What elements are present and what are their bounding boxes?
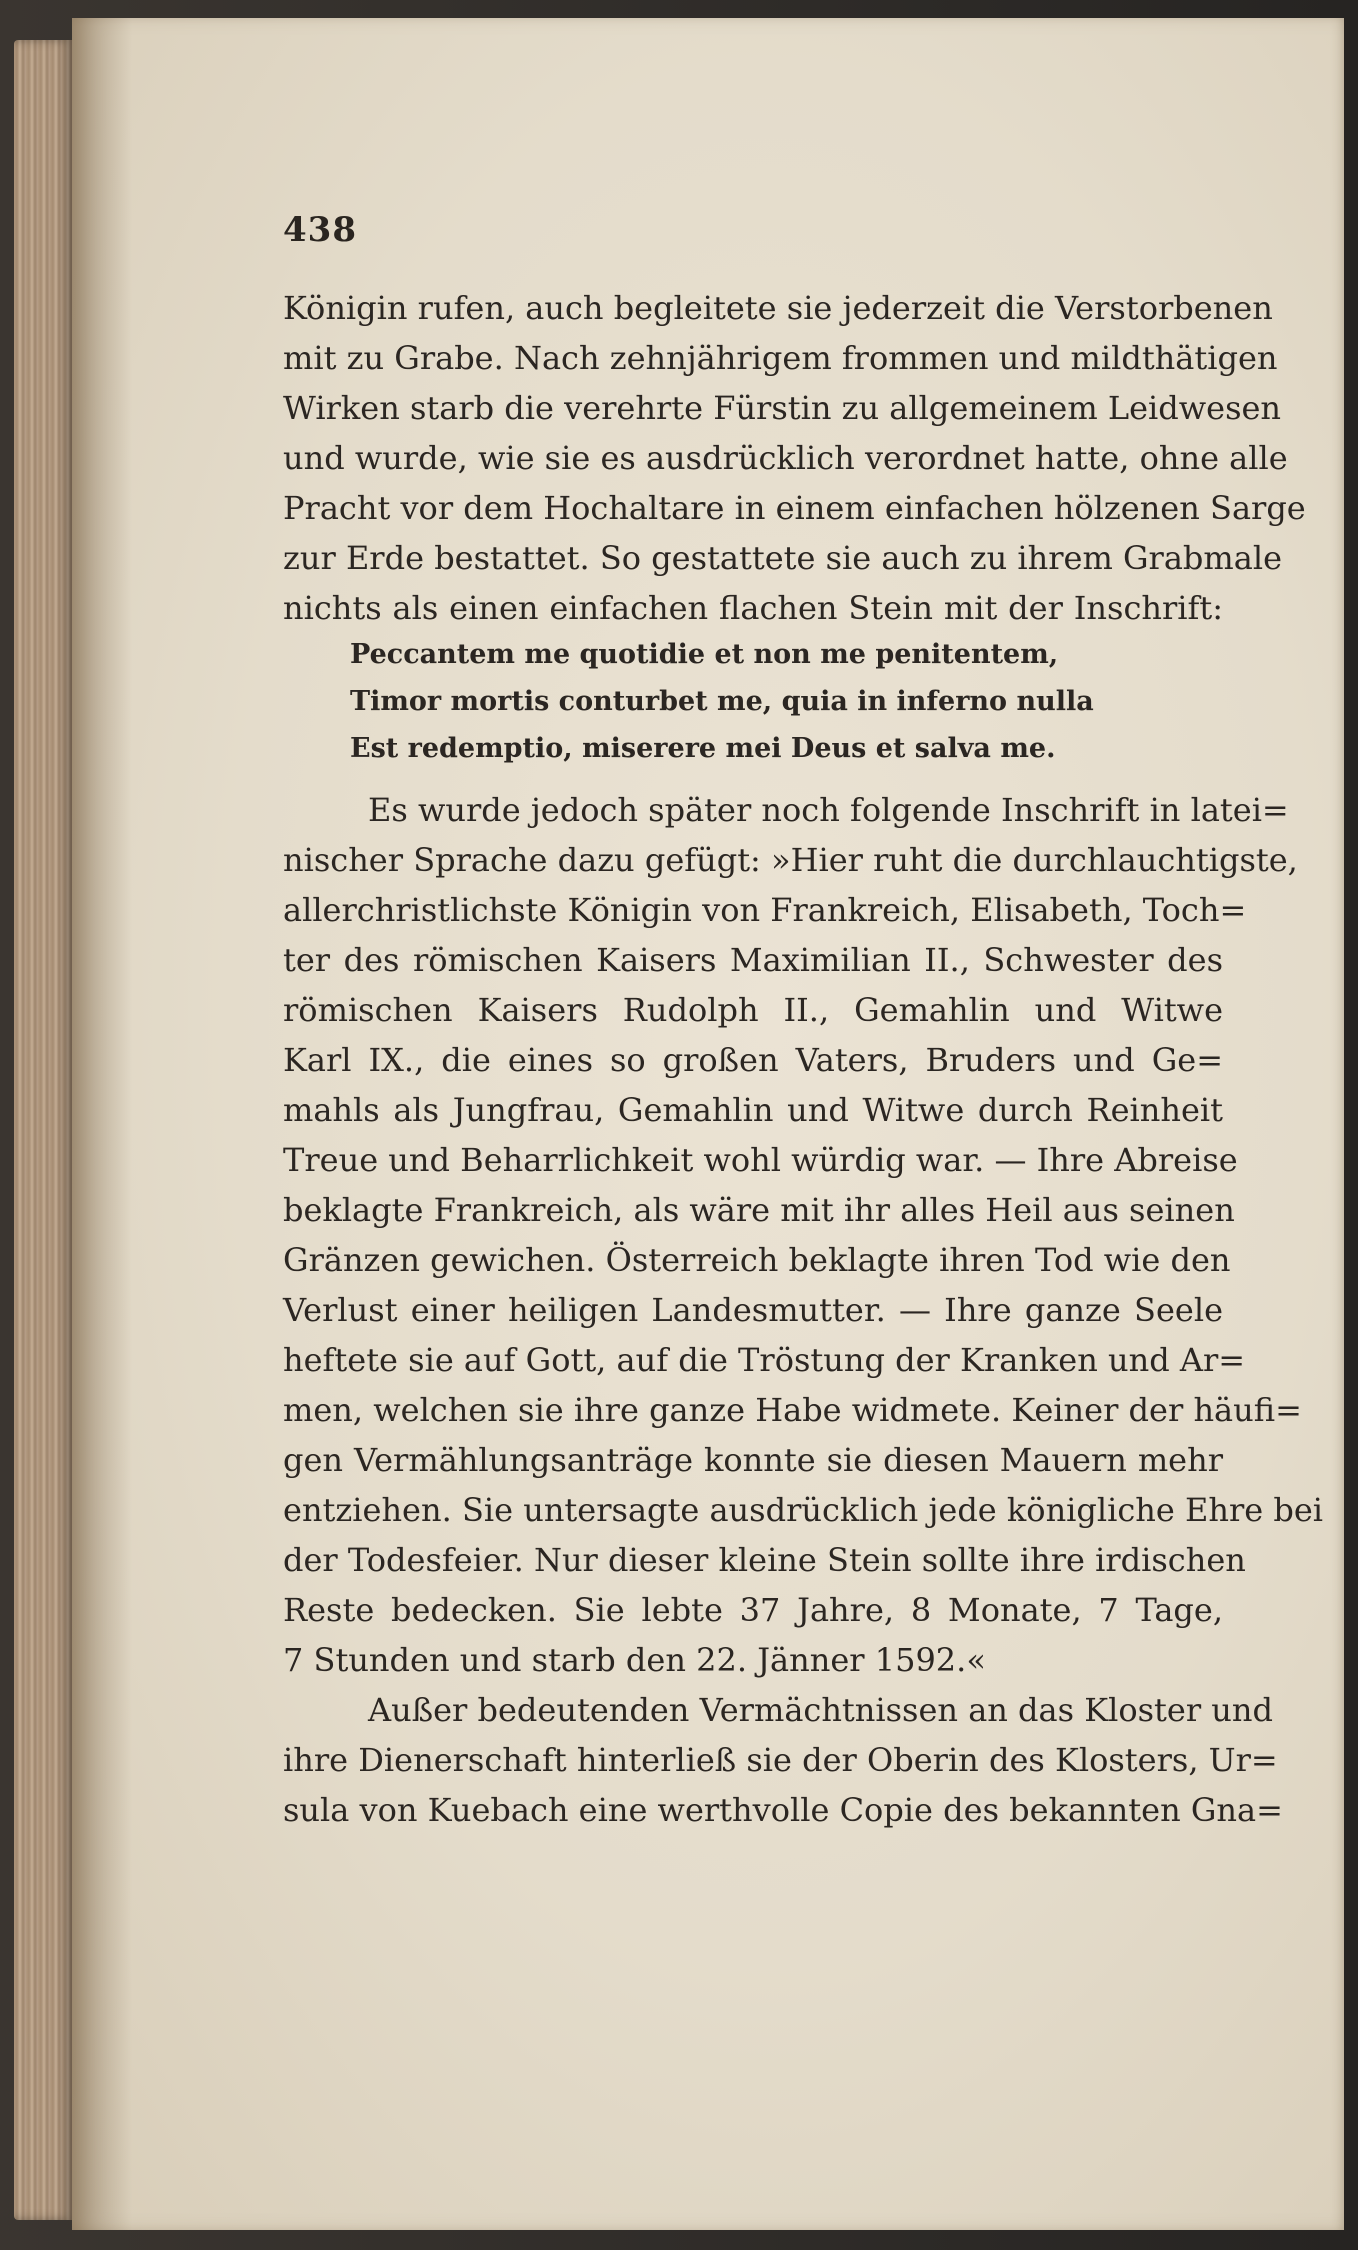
text-line: 7 Stunden und starb den 22. Jänner 1592.«: [283, 1641, 986, 1679]
text-line: Karl IX., die eines so großen Vaters, Bruders und Ge=: [283, 1041, 1223, 1079]
text-line: sula von Kuebach eine werthvolle Copie des bekannten Gna=: [283, 1791, 1283, 1829]
text-line: der Todesfeier. Nur dieser kleine Stein sollte ihre irdischen: [283, 1541, 1246, 1579]
inscription-line: Est redemptio, miserere mei Deus et salva me.: [350, 733, 1056, 764]
inscription-line: Timor mortis conturbet me, quia in inferno nulla: [350, 686, 1094, 717]
text-line: und wurde, wie sie es ausdrücklich verordnet hatte, ohne alle: [283, 439, 1288, 477]
text-line: mahls als Jungfrau, Gemahlin und Witwe durch Reinheit: [283, 1091, 1223, 1129]
text-line: ter des römischen Kaisers Maximilian II., Schwester des: [283, 941, 1223, 979]
text-line: mit zu Grabe. Nach zehnjährigem frommen und mildthätigen: [283, 339, 1278, 377]
text-line: Außer bedeutenden Vermächtnissen an das Kloster und: [368, 1691, 1273, 1729]
text-line: ihre Dienerschaft hinterließ sie der Oberin des Klosters, Ur=: [283, 1741, 1278, 1779]
gutter-shadow: [72, 18, 132, 2230]
inscription-line: Peccantem me quotidie et non me penitentem,: [350, 639, 1059, 670]
book-page-edges: [14, 40, 72, 2220]
text-line: Gränzen gewichen. Österreich beklagte ihren Tod wie den: [283, 1241, 1231, 1279]
text-line: allerchristlichste Königin von Frankreich, Elisabeth, Toch=: [283, 891, 1247, 929]
text-line: gen Vermählungsanträge konnte sie diesen Mauern mehr: [283, 1441, 1223, 1479]
text-line: Wirken starb die verehrte Fürstin zu allgemeinem Leidwesen: [283, 389, 1282, 427]
text-line: nichts als einen einfachen flachen Stein mit der Inschrift:: [283, 589, 1223, 627]
text-line: Reste bedecken. Sie lebte 37 Jahre, 8 Monate, 7 Tage,: [283, 1591, 1223, 1629]
text-line: Es wurde jedoch später noch folgende Inschrift in latei=: [368, 791, 1289, 829]
text-line: Verlust einer heiligen Landesmutter. — Ihre ganze Seele: [283, 1291, 1223, 1329]
page-number: 438: [283, 210, 357, 250]
text-line: Königin rufen, auch begleitete sie jederzeit die Verstorbenen: [283, 289, 1273, 327]
text-line: Pracht vor dem Hochaltare in einem einfachen hölzenen Sarge: [283, 489, 1306, 527]
text-line: beklagte Frankreich, als wäre mit ihr alles Heil aus seinen: [283, 1191, 1235, 1229]
text-line: Treue und Beharrlichkeit wohl würdig war. — Ihre Abreise: [283, 1141, 1238, 1179]
text-line: entziehen. Sie untersagte ausdrücklich jede königliche Ehre bei: [283, 1491, 1324, 1529]
text-line: men, welchen sie ihre ganze Habe widmete. Keiner der häufi=: [283, 1391, 1302, 1429]
text-line: zur Erde bestattet. So gestattete sie auch zu ihrem Grabmale: [283, 539, 1282, 577]
text-line: nischer Sprache dazu gefügt: »Hier ruht die durchlauchtigste,: [283, 841, 1298, 879]
text-line: römischen Kaisers Rudolph II., Gemahlin und Witwe: [283, 991, 1223, 1029]
text-line: heftete sie auf Gott, auf die Tröstung der Kranken und Ar=: [283, 1341, 1246, 1379]
